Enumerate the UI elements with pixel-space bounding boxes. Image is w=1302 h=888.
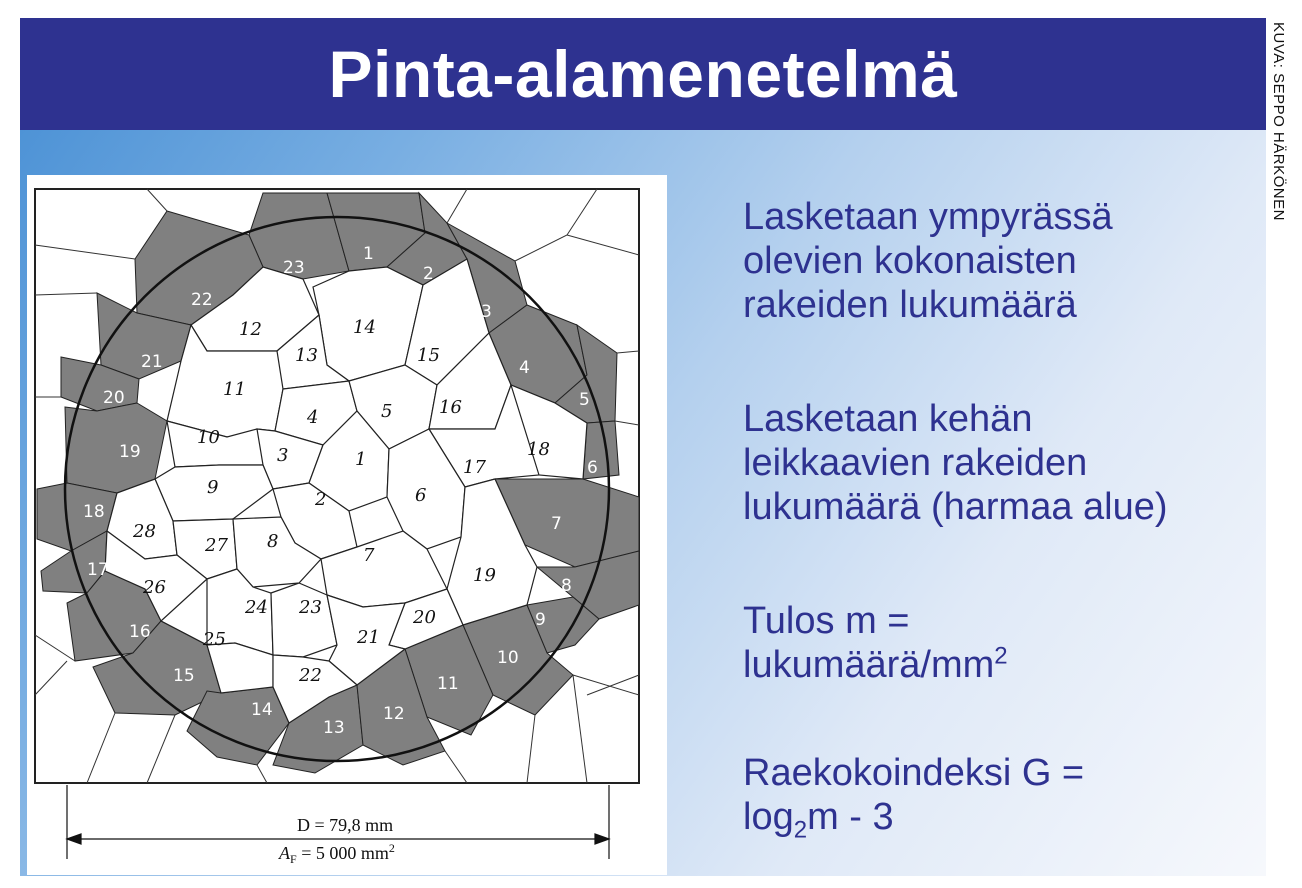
bullet-1-line-2: olevien kokonaisten — [743, 240, 1077, 282]
bullet-4-rest: m - 3 — [807, 796, 894, 838]
inner-label-4: 4 — [307, 407, 319, 428]
inner-label-15: 15 — [417, 345, 440, 366]
inner-label-10: 10 — [197, 427, 220, 448]
inner-label-7: 7 — [363, 545, 375, 566]
diameter-label: D = 79,8 mm — [297, 815, 394, 835]
inner-label-9: 9 — [207, 477, 219, 498]
boundary-label-13: 13 — [323, 718, 345, 738]
bullet-4-log: log — [743, 796, 794, 838]
bullet-4-line-2 — [743, 795, 1263, 844]
boundary-label-1: 1 — [363, 244, 374, 264]
boundary-label-19: 19 — [119, 442, 141, 462]
boundary-label-4: 4 — [519, 358, 530, 378]
grain-figure — [27, 175, 667, 875]
inner-label-21: 21 — [357, 627, 380, 648]
boundary-label-6: 6 — [587, 458, 598, 478]
boundary-label-18: 18 — [83, 502, 105, 522]
inner-label-18: 18 — [527, 439, 550, 460]
inner-label-13: 13 — [295, 345, 318, 366]
bullet-1-line-1: Lasketaan ympyrässä — [743, 196, 1113, 238]
bullet-count-boundary — [743, 397, 1263, 529]
bullet-2-line-1: Lasketaan kehän — [743, 398, 1033, 440]
boundary-label-7: 7 — [551, 514, 562, 534]
inner-label-27: 27 — [205, 535, 228, 556]
boundary-label-17: 17 — [87, 560, 109, 580]
inner-label-1: 1 — [355, 449, 367, 470]
inner-label-28: 28 — [133, 521, 156, 542]
inner-label-12: 12 — [239, 319, 262, 340]
bullet-3-text: lukumäärä/mm — [743, 644, 995, 686]
boundary-grain-19 — [65, 403, 167, 493]
boundary-label-3: 3 — [481, 302, 492, 322]
boundary-label-21: 21 — [141, 352, 163, 372]
inner-label-20: 20 — [413, 607, 436, 628]
boundary-label-16: 16 — [129, 622, 151, 642]
photo-credit: KUVA: SEPPO HÄRKÖNEN — [1270, 22, 1287, 221]
boundary-label-12: 12 — [383, 704, 405, 724]
bullet-count-inner — [743, 195, 1263, 327]
bullet-3-superscript: 2 — [994, 642, 1008, 670]
boundary-label-2: 2 — [423, 264, 434, 284]
inner-label-16: 16 — [439, 397, 462, 418]
boundary-label-14: 14 — [251, 700, 273, 720]
bullet-2-line-3: lukumäärä (harmaa alue) — [743, 486, 1168, 528]
boundary-label-10: 10 — [497, 648, 519, 668]
inner-label-6: 6 — [415, 485, 427, 506]
inner-label-5: 5 — [381, 401, 393, 422]
boundary-label-5: 5 — [579, 390, 590, 410]
boundary-label-15: 15 — [173, 666, 195, 686]
bullet-1-line-3: rakeiden lukumäärä — [743, 284, 1077, 326]
bullet-4-subscript: 2 — [793, 816, 808, 844]
inner-label-25: 25 — [203, 629, 226, 650]
inner-label-26: 26 — [143, 577, 166, 598]
bullet-3-line-1: Tulos m = — [743, 600, 910, 642]
boundary-label-20: 20 — [103, 388, 125, 408]
bullet-2-line-2: leikkaavien rakeiden — [743, 442, 1088, 484]
boundary-label-9: 9 — [535, 610, 546, 630]
inner-label-17: 17 — [463, 457, 486, 478]
inner-label-8: 8 — [267, 531, 279, 552]
inner-label-22: 22 — [299, 665, 322, 686]
slide-title: Pinta-alamenetelmä — [328, 37, 958, 111]
bullet-result — [743, 599, 1263, 687]
bullet-4-line-1: Raekokoindeksi G = — [743, 752, 1085, 794]
boundary-label-8: 8 — [561, 576, 572, 596]
inner-label-2: 2 — [315, 489, 327, 510]
inner-label-14: 14 — [353, 317, 376, 338]
boundary-label-22: 22 — [191, 290, 213, 310]
bullet-grain-size-index — [743, 751, 1263, 844]
inner-label-19: 19 — [473, 565, 496, 586]
inner-label-24: 24 — [245, 597, 268, 618]
inner-label-3: 3 — [277, 445, 289, 466]
bullet-3-line-2 — [743, 643, 1263, 687]
inner-label-11: 11 — [223, 379, 246, 400]
boundary-label-11: 11 — [437, 674, 459, 694]
area-label: $A_F = 5$ 000 $mm^2$ — [279, 841, 395, 866]
boundary-label-23: 23 — [283, 258, 305, 278]
inner-label-23: 23 — [299, 597, 322, 618]
